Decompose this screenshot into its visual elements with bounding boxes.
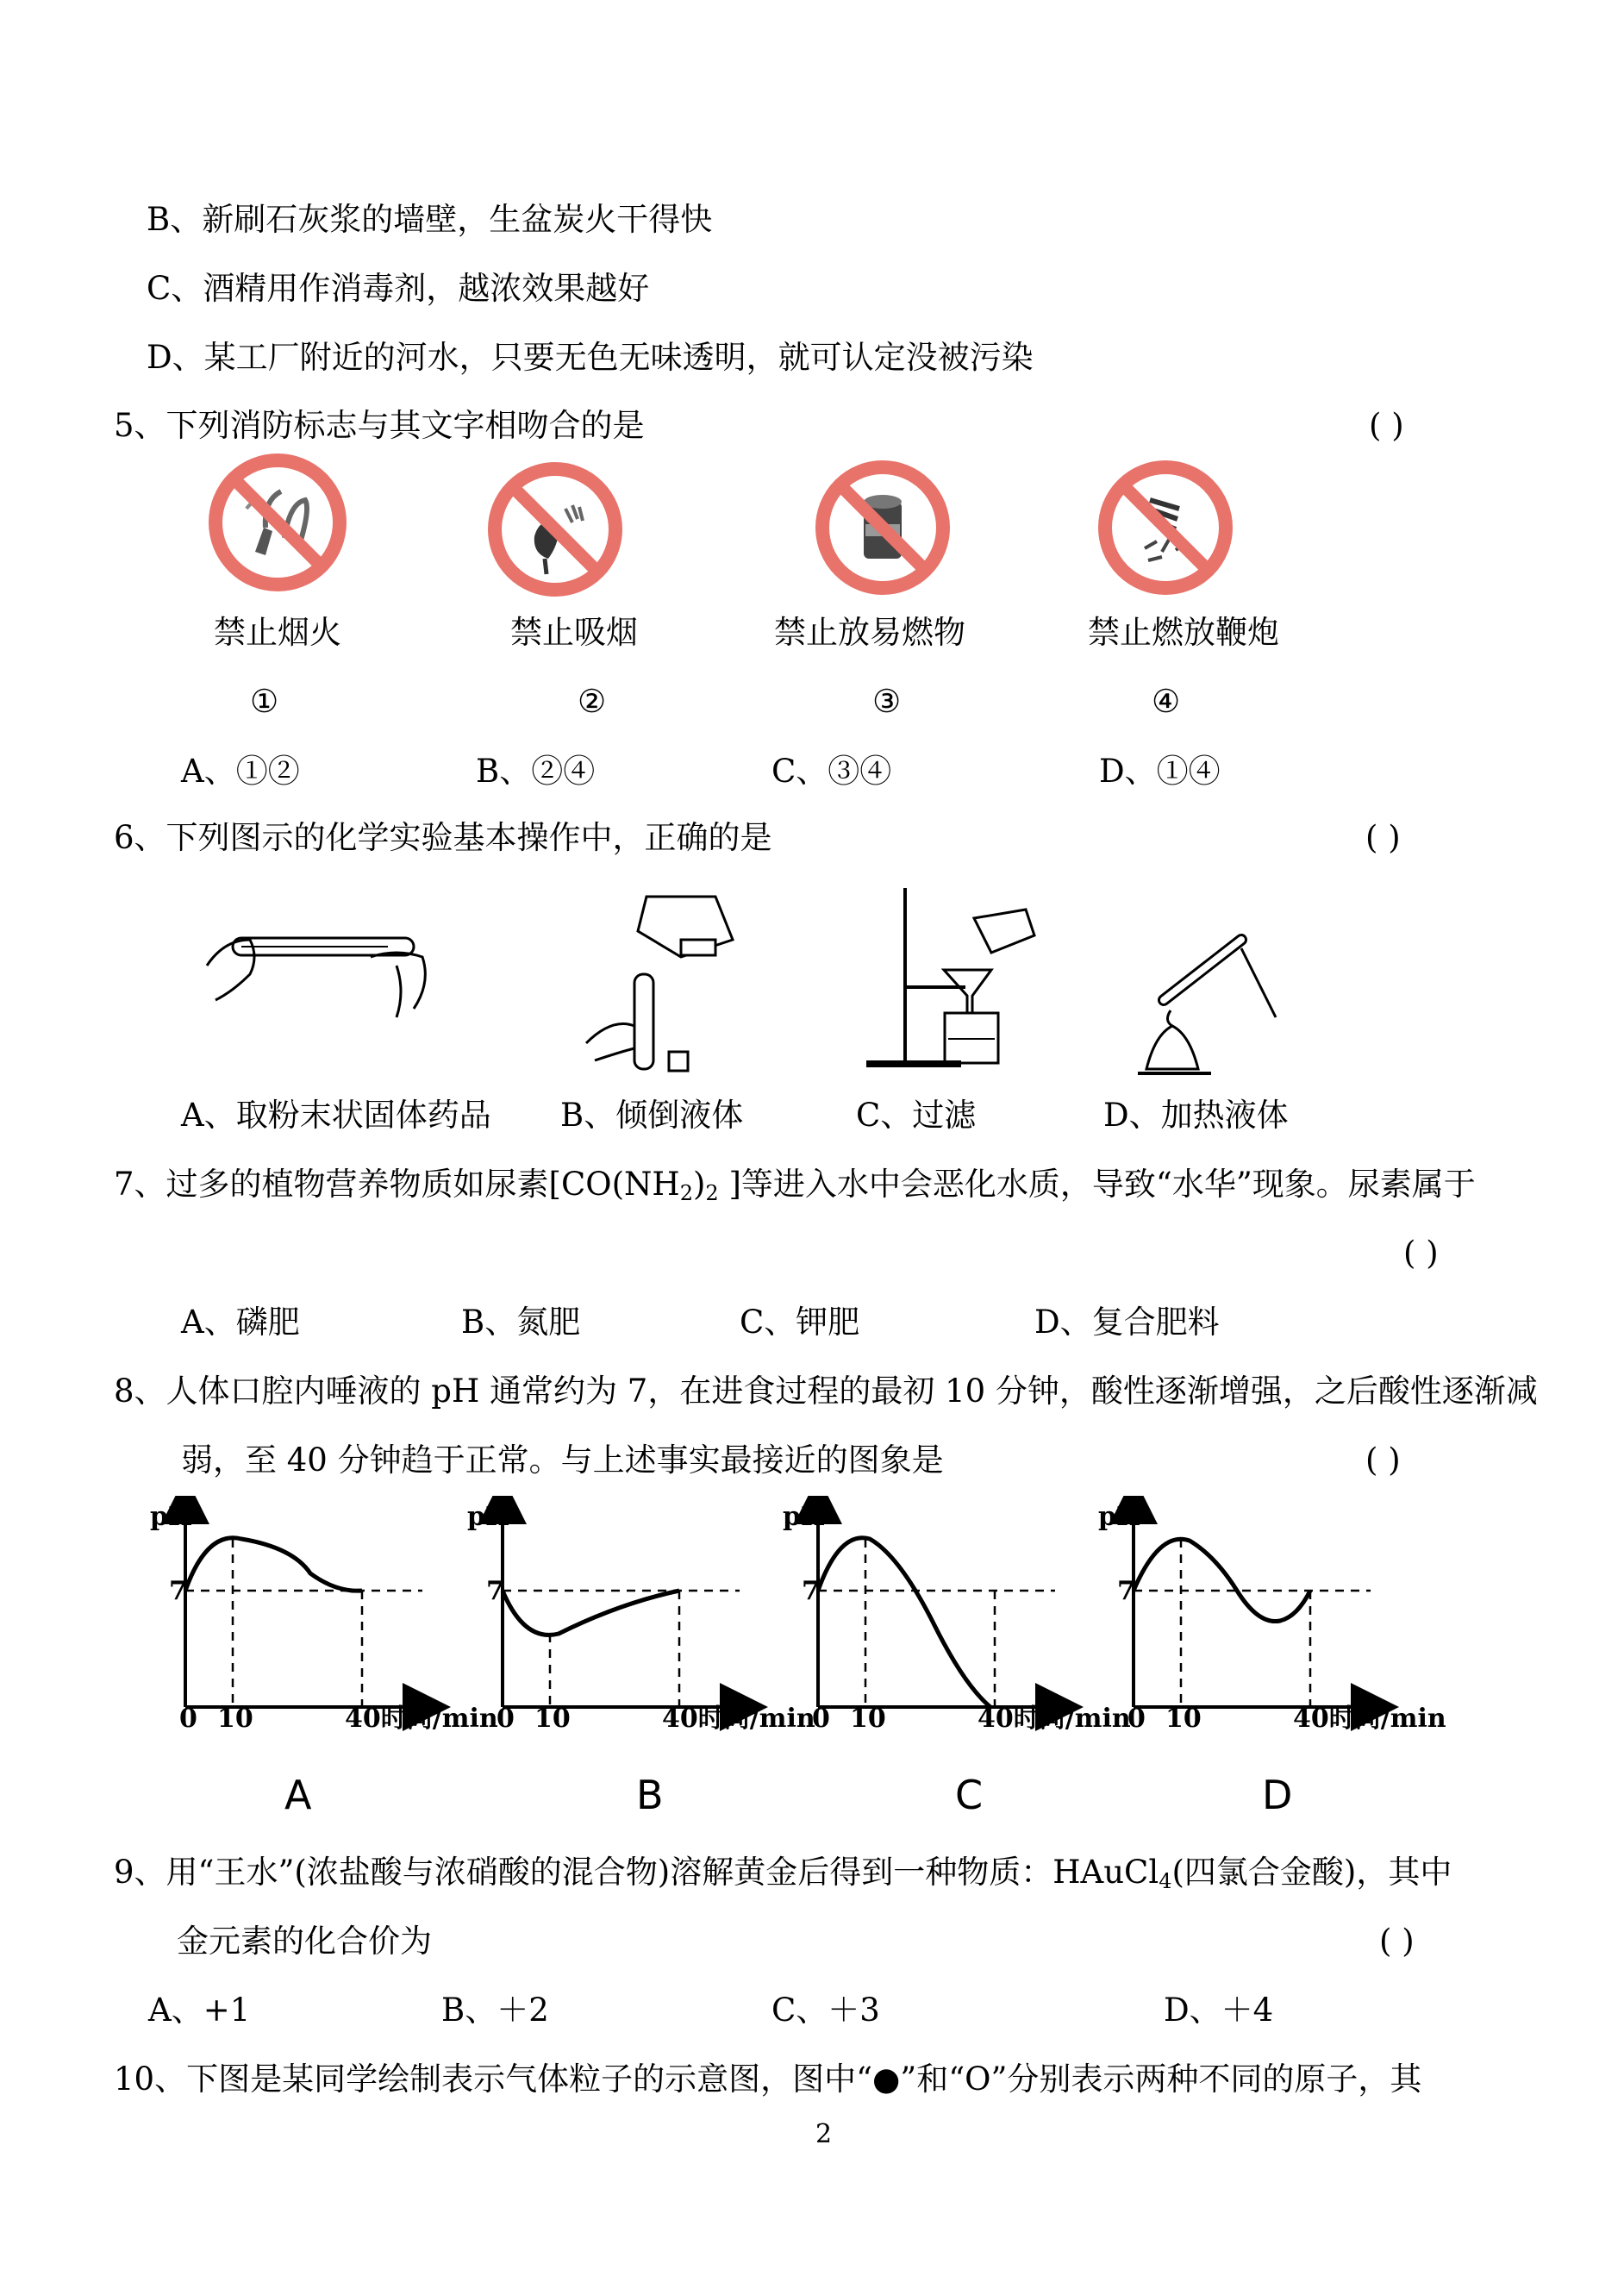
graph-letter-b: B (636, 1772, 664, 1818)
sign-number-3: ③ (872, 683, 902, 720)
heating-liquid-illustration (1129, 931, 1293, 1082)
no-firecrackers-icon (1093, 455, 1238, 600)
q8-stem-line2: 弱，至 40 分钟趋于正常。与上述事实最接近的图象是 (181, 1441, 944, 1479)
graph-c (818, 1500, 1059, 1707)
graph-d-y-label: pH (1098, 1502, 1141, 1532)
q5-option-d: D、①④ (1099, 753, 1221, 790)
q4-option-c: C、酒精用作消毒剂，越浓效果越好 (147, 270, 650, 307)
q5-answer-paren: ( ) (1369, 407, 1404, 444)
q5-option-c: C、③④ (771, 753, 892, 790)
q9-option-d: D、＋4 (1164, 1992, 1274, 2029)
no-fireworks-icon (203, 448, 352, 597)
sign-label-2: 禁止吸烟 (510, 614, 638, 651)
graph-letter-a: A (284, 1772, 312, 1818)
q5-stem: 5、下列消防标志与其文字相吻合的是 (114, 407, 645, 444)
graph-a-x2: 40时间/min (345, 1704, 498, 1734)
graph-c-y-label: pH (783, 1502, 826, 1532)
graph-letter-d: D (1262, 1772, 1293, 1818)
q7-stem: 7、过多的植物营养物质如尿素[$CO(NH_2)_2$ ]等进入水中会恶化水质，导致“水华”现象。尿素属于 (114, 1166, 1476, 1205)
graph-a-seven: 7 (169, 1576, 187, 1606)
graph-c-x0: 0 (812, 1704, 830, 1734)
q6-option-b: B、倾倒液体 (560, 1097, 744, 1134)
graph-a-x1: 10 (217, 1704, 253, 1734)
graph-b-x1: 10 (534, 1704, 571, 1734)
q6-option-d: D、加热液体 (1103, 1097, 1289, 1134)
q6-answer-paren: ( ) (1365, 819, 1401, 856)
sign-number-1: ① (250, 683, 279, 720)
graph-d-x1: 10 (1165, 1704, 1202, 1734)
q7-option-b: B、氮肥 (461, 1304, 581, 1341)
q9-option-b: B、＋2 (441, 1992, 549, 2029)
q7-option-c: C、钾肥 (740, 1304, 860, 1341)
graph-b-seven: 7 (486, 1576, 504, 1606)
sign-label-1: 禁止烟火 (214, 614, 341, 651)
q8-answer-paren: ( ) (1365, 1441, 1401, 1479)
sign-label-3: 禁止放易燃物 (774, 614, 965, 651)
no-flammables-icon (810, 455, 955, 600)
sign-label-4: 禁止燃放鞭炮 (1088, 614, 1279, 651)
q9-answer-paren: ( ) (1379, 1923, 1415, 1960)
q9-stem-line1: 9、用“王水”(浓盐酸与浓硝酸的混合物)溶解黄金后得到一种物质：HAuCl$_4$(四氯合金酸)，其中 (114, 1854, 1452, 1893)
filtration-illustration (862, 884, 1052, 1073)
q9-stem-line2: 金元素的化合价为 (177, 1923, 432, 1960)
q5-option-b: B、②④ (476, 753, 596, 790)
page-number: 2 (815, 2119, 833, 2149)
pouring-liquid-illustration (578, 879, 750, 1078)
graph-a-y-label: pH (150, 1502, 193, 1532)
q6-option-a: A、取粉末状固体药品 (181, 1097, 491, 1134)
sign-number-4: ④ (1152, 683, 1181, 720)
no-smoking-icon (483, 457, 628, 602)
q7-answer-paren: ( ) (1403, 1235, 1439, 1272)
q4-option-b: B、新刷石灰浆的墙壁，生盆炭火干得快 (147, 201, 713, 238)
graph-d-seven: 7 (1117, 1576, 1135, 1606)
sign-number-2: ② (578, 683, 607, 720)
graph-d (1134, 1500, 1375, 1707)
q8-stem-line1: 8、人体口腔内唾液的 pH 通常约为 7，在进食过程的最初 10 分钟，酸性逐渐增强，之后酸性逐渐减 (114, 1373, 1538, 1410)
q4-option-d: D、某工厂附近的河水，只要无色无味透明，就可认定没被污染 (147, 339, 1034, 376)
graph-b (503, 1500, 744, 1707)
q10-stem: 10、下图是某同学绘制表示气体粒子的示意图，图中“●”和“O”分别表示两种不同的原子，其 (114, 2060, 1422, 2098)
graph-c-x2: 40时间/min (978, 1704, 1131, 1734)
q7-option-d: D、复合肥料 (1034, 1304, 1220, 1341)
q5-option-a: A、①② (181, 753, 300, 790)
graph-a (185, 1500, 427, 1707)
graph-d-x2: 40时间/min (1293, 1704, 1446, 1734)
graph-letter-c: C (955, 1772, 984, 1818)
graph-b-y-label: pH (467, 1502, 510, 1532)
graph-b-x2: 40时间/min (662, 1704, 815, 1734)
q7-option-a: A、磷肥 (181, 1304, 300, 1341)
q6-stem: 6、下列图示的化学实验基本操作中，正确的是 (114, 819, 772, 856)
q9-option-a: A、+1 (148, 1992, 251, 2029)
graph-c-seven: 7 (802, 1576, 820, 1606)
graph-d-x0: 0 (1127, 1704, 1146, 1734)
powder-tube-illustration (198, 914, 448, 1026)
q6-option-c: C、过滤 (856, 1097, 977, 1134)
graph-a-x0: 0 (179, 1704, 197, 1734)
graph-c-x1: 10 (850, 1704, 886, 1734)
q9-option-c: C、＋3 (771, 1992, 880, 2029)
graph-b-x0: 0 (497, 1704, 515, 1734)
